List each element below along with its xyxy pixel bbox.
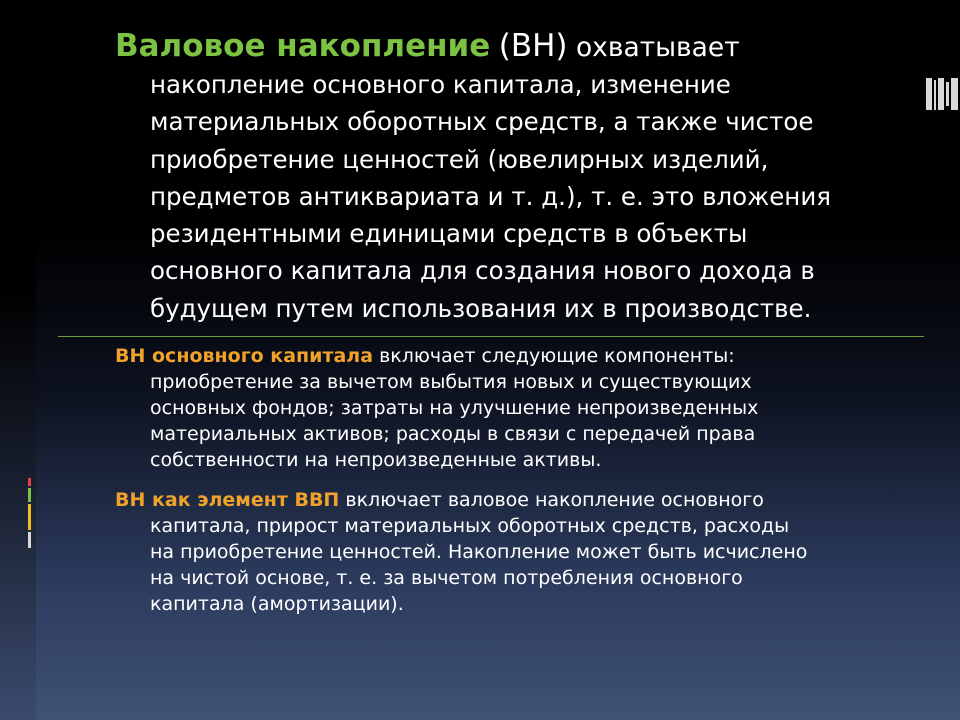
paragraph-line: на чистой основе, т. е. за вычетом потребления основного	[150, 567, 743, 589]
title-body	[150, 66, 915, 327]
paragraph-line: материальных активов; расходы в связи с передачей права	[150, 423, 756, 445]
paragraph-first-line	[115, 343, 905, 369]
decor-bar	[946, 82, 949, 106]
title-abbr: (ВН)	[498, 28, 568, 64]
paragraph-line: капитала, прирост материальных оборотных средств, расходы	[150, 515, 790, 537]
paragraph-lead: ВН основного капитала	[115, 345, 374, 367]
title-body-line: накопление основного капитала, изменение	[150, 70, 731, 99]
decor-bar	[28, 504, 31, 530]
title-body-line: резидентными единицами средств в объекты	[150, 219, 748, 249]
left-decor-stripe	[0, 0, 36, 720]
paragraph-fixed-capital	[115, 343, 905, 473]
slide-title-block	[115, 28, 915, 327]
paragraph-line: основных фондов; затраты на улучшение непроизведенных	[150, 397, 759, 419]
title-body-line: материальных оборотных средств, а также чистое	[150, 107, 814, 137]
paragraph-line: приобретение за вычетом выбытия новых и существующих	[150, 371, 752, 393]
decor-bar	[934, 80, 936, 110]
paragraph-gdp-element	[115, 487, 905, 617]
paragraph-line: собственности на непроизведенные активы.	[150, 449, 602, 471]
title-body-line: основного капитала для создания нового дохода в	[150, 256, 815, 286]
decor-bar	[926, 78, 932, 110]
decor-bar	[938, 78, 944, 110]
decor-bar	[28, 478, 31, 486]
title-first-line	[115, 28, 915, 66]
paragraph-line: на приобретение ценностей. Накопление может быть исчислено	[150, 541, 808, 563]
paragraph-first-text: включает валовое накопление основного	[345, 489, 764, 511]
decor-bar	[28, 488, 31, 502]
paragraph-lead: ВН как элемент ВВП	[115, 489, 340, 511]
title-rest: охватывает	[575, 32, 740, 63]
paragraph-line: капитала (амортизации).	[150, 593, 404, 615]
section-divider	[58, 336, 924, 337]
title-body-line: приобретение ценностей (ювелирных изделий,	[150, 144, 769, 174]
decor-bar	[28, 532, 31, 548]
title-term: Валовое накопление	[115, 28, 491, 64]
decor-bar	[951, 78, 958, 110]
paragraph-first-line	[115, 487, 905, 513]
title-body-line: будущем путем использования их в производстве.	[150, 293, 812, 323]
paragraph-first-text: включает следующие компоненты:	[379, 345, 735, 367]
title-body-line: предметов антиквариата и т. д.), т. е. это вложения	[150, 181, 831, 211]
